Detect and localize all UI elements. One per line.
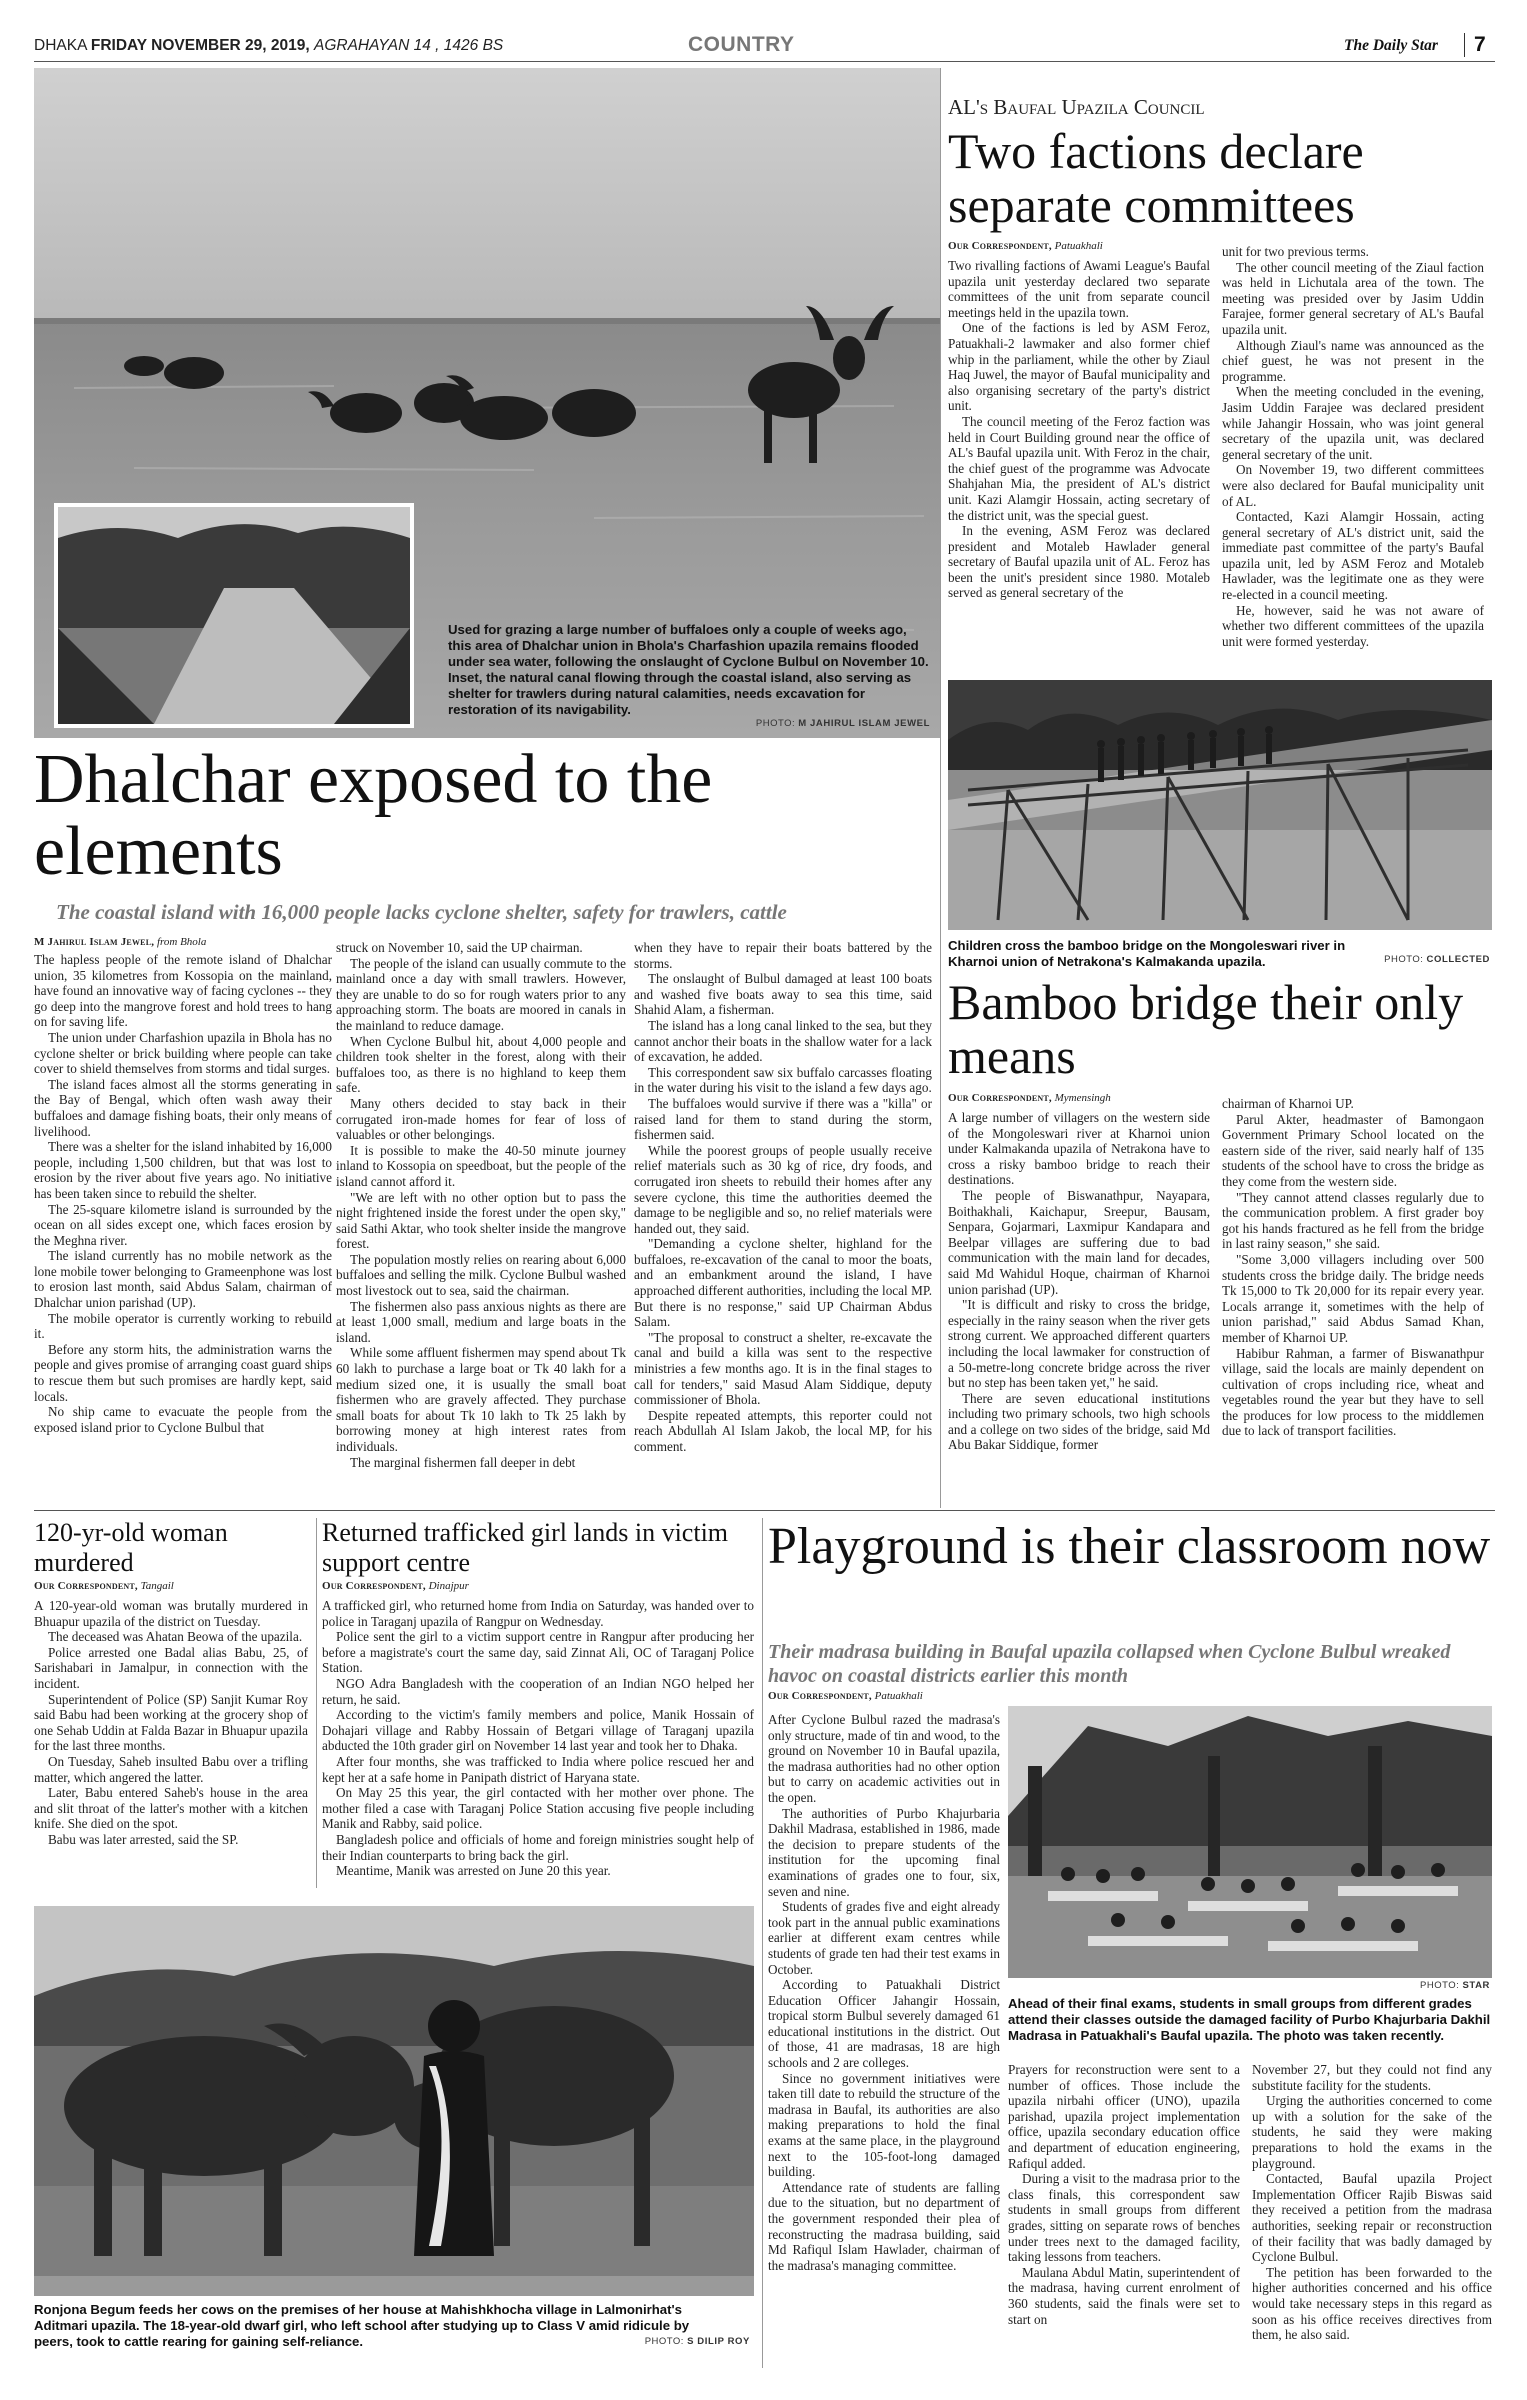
playground-subhead: Their madrasa building in Baufal upazila collapsed when Cyclone Bulbul wreaked havoc on coastal districts earlier this month: [768, 1641, 1451, 1687]
paragraph: struck on November 10, said the UP chairman.: [336, 940, 583, 955]
paragraph: No ship came to evacuate the people from the exposed island prior to Cyclone Bulbul that: [34, 1404, 332, 1435]
paragraph: Police sent the girl to a victim support centre in Rangpur after producing her before a magistrate's court the same day, said Zinnat Ali, OC of Taraganj Police Station.: [322, 1629, 754, 1676]
murder-headline: 120-yr-old woman murdered: [34, 1518, 228, 1577]
dateline-date: FRIDAY NOVEMBER 29, 2019,: [90, 37, 310, 54]
paragraph: The petition has been forwarded to the higher authorities concerned and his office would take necessary steps in this regard as soon as his office receives directives from them, he also said.: [1252, 2264, 1492, 2343]
bamboo-column-2: [1222, 1096, 1484, 1500]
paragraph: Habibur Rahman, a farmer of Biswanathpur village, said the locals are mainly dependent on cultivation of crops including rice, wheat and vegetables round the year but they have to sell the produces for low process to the middlemen due to lack of transport facilities.: [1222, 1345, 1484, 1439]
factions-kicker: AL's Baufal Upazila Council: [948, 95, 1205, 119]
playground-byline: Our Correspondent, Patuakhali: [768, 1690, 923, 1702]
paragraph: A trafficked girl, who returned home from India on Saturday, was handed over to police in Taraganj upazila of Rangpur on Wednesday.: [322, 1598, 754, 1629]
paragraph: The other council meeting of the Ziaul faction was held in Lichutala area of the town. The meeting was presided over by Jasim Uddin Farajee, former general secretary of AL's Baufal upazila unit.: [1222, 259, 1484, 337]
cows-photo-credit: PHOTO: S DILIP ROY: [644, 2336, 750, 2347]
paragraph: Maulana Abdul Matin, superintendent of the madrasa, having current enrolment of 360 students, said the finals were set to start on: [1008, 2264, 1240, 2327]
cows-photo: [34, 1906, 754, 2296]
page-number: 7: [1474, 33, 1486, 56]
paragraph: Attendance rate of students are falling due to the situation, but no department of the government responded their plea of reconstructing the madrasa building, said Md Rafiqul Islam Hawlader, chairman of the madrasa's managing committee.: [768, 2179, 1000, 2273]
paragraph: "Some 3,000 villagers including over 500 students cross the bridge daily. The bridge needs Tk 15,000 to Tk 20,000 for its repair every year. Locals arrange it, sometimes with the help of union parishad," said Abdus Samad Khan, member of Kharnoi UP.: [1222, 1251, 1484, 1345]
murder-body: [34, 1598, 308, 1878]
bamboo-byline: Our Correspondent, Mymensingh: [948, 1092, 1111, 1104]
paragraph: The authorities of Purbo Khajurbaria Dakhil Madrasa, established in 1986, made the decision to prepare students of the institution for the upcoming final examinations of grades one to four, six, seven and nine.: [768, 1805, 1000, 1899]
paragraph: The council meeting of the Feroz faction was held in Court Building ground near the office of AL's Baufal upazila unit. With Feroz in the chair, the chief guest of the programme was Advocate Shahjahan Mia, the president of AL's district unit. Kazi Alamgir Hossain, acting secretary of the district unit, was the special guest.: [948, 413, 1210, 523]
paragraph: "The proposal to construct a shelter, re-excavate the canal and build a killa was sent to the respective ministries a few months ago. It is in the final stages to call for tenders," said Masud Alam Siddique, deputy commissioner of Bhola.: [634, 1329, 932, 1408]
paragraph: After Cyclone Bulbul razed the madrasa's only structure, made of tin and wood, to the ground on November 10 in Baufal upazila, the madrasa authorities had no other option but to carry on academic activities out in the open.: [768, 1712, 1000, 1805]
playground-column-3: [1252, 2062, 1492, 2370]
bamboo-column-1: [948, 1110, 1210, 1500]
dhalchar-byline: M Jahirul Islam Jewel, from Bhola: [34, 936, 207, 948]
factions-column-2: [1222, 244, 1484, 650]
paragraph: While some affluent fishermen may spend about Tk 60 lakh to purchase a large boat or Tk 40 lakh for a medium sized one, it is usually the small boat fishermen who are gravely affected. They purchase small boats for about Tk 10 lakh to Tk 25 lakh by borrowing money at high interest rates from individuals.: [336, 1345, 626, 1454]
paragraph: The mobile operator is currently working to rebuild it.: [34, 1310, 332, 1342]
paragraph: Since no government initiatives were taken till date to rebuild the structure of the madrasa in Baufal, its authorities are also making preparations to hold the final exams at the same place, in the playground next to the 105-foot-long damaged building.: [768, 2070, 1000, 2180]
paragraph: A large number of villagers on the western side of the Mongoleswari river at Kharnoi union under Kalmakanda upazila of Netrakona have to cross a risky bamboo bridge to reach their destinations.: [948, 1110, 1210, 1188]
paragraph: The 25-square kilometre island is surrounded by the ocean on all sides except one, which faces erosion by the Meghna river.: [34, 1201, 332, 1248]
paragraph: Meantime, Manik was arrested on June 20 this year.: [336, 1863, 611, 1879]
paragraph: The island has a long canal linked to the sea, but they cannot anchor their boats in the shallow water for a lack of excavation, he added.: [634, 1017, 932, 1065]
paragraph: The deceased was Ahatan Beowa of the upazila.: [48, 1629, 303, 1645]
playground-column-1: [768, 1712, 1000, 2370]
bamboo-bridge-photo: [948, 680, 1492, 930]
paragraph: Police arrested one Badal alias Babu, 25, of Sarishabari in Jamalpur, in connection with the incident.: [34, 1644, 308, 1691]
paragraph: The buffaloes would survive if there was a "killa" or raised land for them to stand during the storm, fishermen said.: [634, 1095, 932, 1143]
masthead-logo: The Daily Star: [1344, 37, 1438, 54]
paragraph: In the evening, ASM Feroz was declared president and Motaleb Hawlader general secretary of Baufal upazila unit of AL. Feroz has been the unit's president since 1980. Motaleb served as general secretary of the: [948, 523, 1210, 601]
paragraph: Prayers for reconstruction were sent to a number of offices. Those include the upazila nirbahi officer (UNO), upazila parishad, upazila project implementation office, upazila secondary education office and department of education engineering, Rafiqul added.: [1008, 2062, 1240, 2171]
section-name: COUNTRY: [688, 33, 795, 56]
paragraph: Although Ziaul's name was announced as the chief guest, he was not present in the programme.: [1222, 337, 1484, 384]
dhalchar-column-1: [34, 952, 332, 1502]
factions-column-1: [948, 258, 1210, 650]
dhalchar-photo-credit: PHOTO: M JAHIRUL ISLAM JEWEL: [755, 718, 930, 729]
paragraph: There are seven educational institutions including two primary schools, two high schools and a college on two sides of the bridge, said Md Abu Bakar Siddique, former: [948, 1390, 1210, 1453]
paragraph: On November 19, two different committees were also declared for Baufal municipality unit of AL.: [1222, 462, 1484, 509]
madrasa-photo-credit: PHOTO: STAR: [1420, 1980, 1490, 1991]
paragraph: chairman of Kharnoi UP.: [1222, 1096, 1354, 1111]
paragraph: The island currently has no mobile network as the lone mobile tower belonging to Grameenphone was lost to erosion last month, said Abdus Salam, chairman of Dhalchar union parishad (UP).: [34, 1248, 332, 1311]
paragraph: Superintendent of Police (SP) Sanjit Kumar Roy said Babu had been working at the grocery shop of one Sehab Uddin at Falda Bazar in Bhuapur upazila for the last three months.: [34, 1691, 308, 1754]
paragraph: Parul Akter, headmaster of Bamongaon Government Primary School located on the eastern side of the river, said nearly half of 135 students of the school have to cross the bridge as they come from the western side.: [1222, 1111, 1484, 1189]
playground-column-2: [1008, 2062, 1240, 2370]
dhalchar-headline: Dhalchar exposed to the elements: [34, 741, 713, 890]
bamboo-photo-caption: Children cross the bamboo bridge on the Mongoleswari river in Kharnoi union of Netrakona's Kalmakanda upazila.: [948, 938, 1346, 969]
paragraph: During a visit to the madrasa prior to the class finals, this correspondent saw students in small groups from different grades, sitting on separate rows of benches under trees next to the damaged facility, taking lessons from teachers.: [1008, 2171, 1240, 2265]
paragraph: Contacted, Baufal upazila Project Implementation Officer Rajib Biswas said they received a petition from the madrasa authorities, seeking repair or reconstruction of their facility that was badly damaged by Cyclone Bulbul.: [1252, 2171, 1492, 2265]
dateline-bengali: AGRAHAYAN 14 , 1426 BS: [314, 37, 504, 54]
trafficked-body: [322, 1598, 754, 1888]
paragraph: NGO Adra Bangladesh with the cooperation of an Indian NGO helped her return, he said.: [322, 1675, 754, 1707]
paragraph: According to the victim's family members and police, Manik Hossain of Dohajari village and Rabby Hossain of Betgari village of Taraganj upazila abducted the 10th grader girl on November 14 last year and took her to Dhaka.: [322, 1707, 754, 1754]
paragraph: November 27, but they could not find any substitute facility for the students.: [1252, 2062, 1492, 2093]
paragraph: "Demanding a cyclone shelter, highland for the buffaloes, re-excavation of the canal to moor the boats, and an embankment around the island, I have approached different authorities, including the local MP. But there is no response," said UP Chairman Abdus Salam.: [634, 1236, 932, 1330]
paragraph: The island faces almost all the storms generating in the Bay of Bengal, which often wash away their buffaloes and damage fishing boats, their only means of livelihood.: [34, 1076, 332, 1139]
bamboo-headline: Bamboo bridge their only means: [948, 974, 1464, 1084]
playground-headline: Playground is their classroom now: [768, 1518, 1491, 1575]
paragraph: The union under Charfashion upazila in Bhola has no cyclone shelter or brick building where people can take cover to shield themselves from storms and tidal surges.: [34, 1029, 332, 1077]
paragraph: Bangladesh police and officials of home and foreign ministries sought help of their Indian counterparts to bring back the girl.: [322, 1831, 754, 1863]
paragraph: The onslaught of Bulbul damaged at least 100 boats and washed five boats away to sea this time, said Shahid Alam, a fisherman.: [634, 971, 932, 1018]
paragraph: Two rivalling factions of Awami League's Baufal upazila unit yesterday declared two separate committees of the unit from separate council meetings held in the upazila town.: [948, 258, 1210, 320]
dhalchar-subhead: The coastal island with 16,000 people lacks cyclone shelter, safety for trawlers, cattle: [56, 900, 787, 924]
dhalchar-column-2: [336, 940, 626, 1502]
dhalchar-column-3: [634, 940, 932, 1502]
paragraph: One of the factions is led by ASM Feroz, Patuakhali-2 lawmaker and also former chief whip in the parliament, while the other by Ziaul Haq Juwel, the mayor of Baufal municipality and also organising secretary of the party's district unit.: [948, 320, 1210, 414]
dateline-city: DHAKA: [34, 37, 87, 54]
paragraph: The people of the island can usually commute to the mainland once a day with small trawlers. However, they are unable to do so for rough waters prior to any approaching storm. The boats are moored in canals in the mainland to reduce damage.: [336, 955, 626, 1033]
dhalchar-photo-caption: Used for grazing a large number of buffaloes only a couple of weeks ago, this area of Dhalchar union in Bhola's Charfashion upazila remains flooded under sea water, following the onslaught of Cyclone Bulbul on November 10. Inset, the natural canal flowing through the coastal island, also serving as shelter for trawlers during natural calamities, needs excavation for restoration of its navigability.: [448, 622, 929, 717]
cows-photo-caption: Ronjona Begum feeds her cows on the premises of her house at Mahishkhocha village in Lalmonirhat's Aditmari upazila. The 18-year-old dwarf girl, who left school after studying up to Class V amid ridicule by peers, took to cattle rearing for gaining self-reliance.: [34, 2302, 690, 2349]
paragraph: Students of grades five and eight already took part in the annual public examinations earlier at different exam centres while students of grade ten had their test exams in October.: [768, 1899, 1000, 1977]
page-header: [34, 33, 1494, 59]
paragraph: The hapless people of the remote island of Dhalchar union, 35 kilometres from Kossopia on the mainland, have found an innovative way of facing cyclones -- they go deep into the mangrove forest and hold trees to hang on for saving life.: [34, 952, 332, 1030]
paragraph: On Tuesday, Saheb insulted Babu over a trifling matter, which angered the latter.: [34, 1753, 308, 1785]
paragraph: The people of Biswanathpur, Nayapara, Boithakhali, Kaichapur, Sreepur, Bausam, Senpara, Gojarmari, Laxmipur Kandapara and Beelpar villages are suffering due to bad communication with the main land for decades, said Md Wahidul Hoque, chairman of Kharnoi union parishad (UP).: [948, 1187, 1210, 1297]
trafficked-headline: Returned trafficked girl lands in victim support centre: [322, 1518, 729, 1577]
paragraph: Before any storm hits, the administration warns the people and gives promise of arranging coast guard ships to rescue them but such promises are hardly kept, said locals.: [34, 1341, 332, 1404]
paragraph: "They cannot attend classes regularly due to the communication problem. A first grader boy got his hands fractured as he fell from the bridge in last rainy season," she said.: [1222, 1189, 1484, 1252]
paragraph: While the poorest groups of people usually receive relief materials such as 30 kg of rice, dry foods, and corrugated iron sheets to rebuild their homes after any severe cyclone, this time the authorities deemed the damage to be negligible and so, no relief materials were handed out, they said.: [634, 1142, 932, 1236]
paragraph: After four months, she was trafficked to India where police rescued her and kept her at a safe home in Panipath district of Haryana state.: [322, 1753, 754, 1785]
madrasa-classroom-photo: [1008, 1706, 1492, 1978]
paragraph: Later, Babu entered Saheb's house in the area and slit throat of the latter's mother with a kitchen knife. She died on the spot.: [34, 1785, 308, 1832]
paragraph: "We are left with no other option but to pass the night frightened inside the forest under the open sky," said Sathi Aktar, who took shelter inside the mangrove forest.: [336, 1189, 626, 1252]
murder-byline: Our Correspondent, Tangail: [34, 1580, 174, 1592]
paragraph: The marginal fishermen fall deeper in debt: [350, 1454, 576, 1470]
paragraph: When the meeting concluded in the evening, Jasim Uddin Farajee was declared president while Jahangir Hossain, who was joint general secretary of the upazila unit, was declared general secretary of the unit.: [1222, 384, 1484, 462]
paragraph: The fishermen also pass anxious nights as there are at least 1,000 small, medium and large boats in the island.: [336, 1298, 626, 1345]
paragraph: On May 25 this year, the girl contacted with her mother over phone. The mother filed a case with Taraganj Police Station accusing five people including Manik and Rabby, said police.: [322, 1785, 754, 1832]
paragraph: Urging the authorities concerned to come up with a solution for the sake of the students, he said they were making preparations to hold the exams in the playground.: [1252, 2093, 1492, 2171]
paragraph: Many others decided to stay back in their corrugated iron-made homes for fear of loss of valuables or other belongings.: [336, 1095, 626, 1143]
paragraph: He, however, said he was not aware of whether two different committees of the upazila unit were formed yesterday.: [1222, 602, 1484, 649]
bamboo-photo-credit: PHOTO: COLLECTED: [1384, 954, 1490, 965]
paragraph: There was a shelter for the island inhabited by 16,000 people, including 1,500 children, but that was lost to erosion by the river about five years ago. No initiative has been taken since to rebuild the shelter.: [34, 1139, 332, 1201]
paragraph: It is possible to make the 40-50 minute journey inland to Kossopia on speedboat, but the people of the island cannot afford it.: [336, 1142, 626, 1189]
paragraph: Babu was later arrested, said the SP.: [48, 1831, 239, 1847]
factions-byline: Our Correspondent, Patuakhali: [948, 240, 1103, 252]
paragraph: Contacted, Kazi Alamgir Hossain, acting general secretary of AL's district unit, said the immediate past committee of the party's Baufal upazila unit, led by ASM Feroz and Motaleb Hawlader, was the legitimate one as they were re-elected in a council meeting.: [1222, 509, 1484, 603]
paragraph: The population mostly relies on rearing about 6,000 buffaloes and selling the milk. Cyclone Bulbul washed most livestock out to sea, said the chairman.: [336, 1251, 626, 1299]
dateline: [34, 37, 503, 55]
paragraph: When Cyclone Bulbul hit, about 4,000 people and children took shelter in the forest, along with their buffaloes too, as there is no highland to keep them safe.: [336, 1033, 626, 1096]
paragraph: According to Patuakhali District Education Officer Jahangir Hossain, tropical storm Bulbul severely damaged 61 educational institutions in the district. Out of those, 41 are madrasas, 18 are high schools and 2 are colleges.: [768, 1977, 1000, 2071]
trafficked-byline: Our Correspondent, Dinajpur: [322, 1580, 469, 1592]
factions-headline: Two factions declare separate committees: [948, 123, 1364, 233]
paragraph: Despite repeated attempts, this reporter could not reach Abdullah Al Islam Jakob, the local MP, for his comment.: [634, 1407, 932, 1454]
paragraph: This correspondent saw six buffalo carcasses floating in the water during his visit to the island a few days ago.: [634, 1064, 932, 1096]
paragraph: unit for two previous terms.: [1222, 244, 1369, 259]
madrasa-photo-caption: Ahead of their final exams, students in small groups from different grades attend their classes outside the damaged facility of Purbo Khajurbaria Dakhil Madrasa in Patuakhali's Baufal upazila. The photo was taken recently.: [1008, 1996, 1491, 2043]
paragraph: A 120-year-old woman was brutally murdered in Bhuapur upazila of the district on Tuesday.: [34, 1598, 308, 1629]
paragraph: when they have to repair their boats battered by the storms.: [634, 940, 932, 971]
paragraph: "It is difficult and risky to cross the bridge, especially in the rainy season when the river gets strong current. We approached different quarters including the local lawmaker for construction of a 50-metre-long concrete bridge across the river but no step has been taken yet," he said.: [948, 1297, 1210, 1391]
